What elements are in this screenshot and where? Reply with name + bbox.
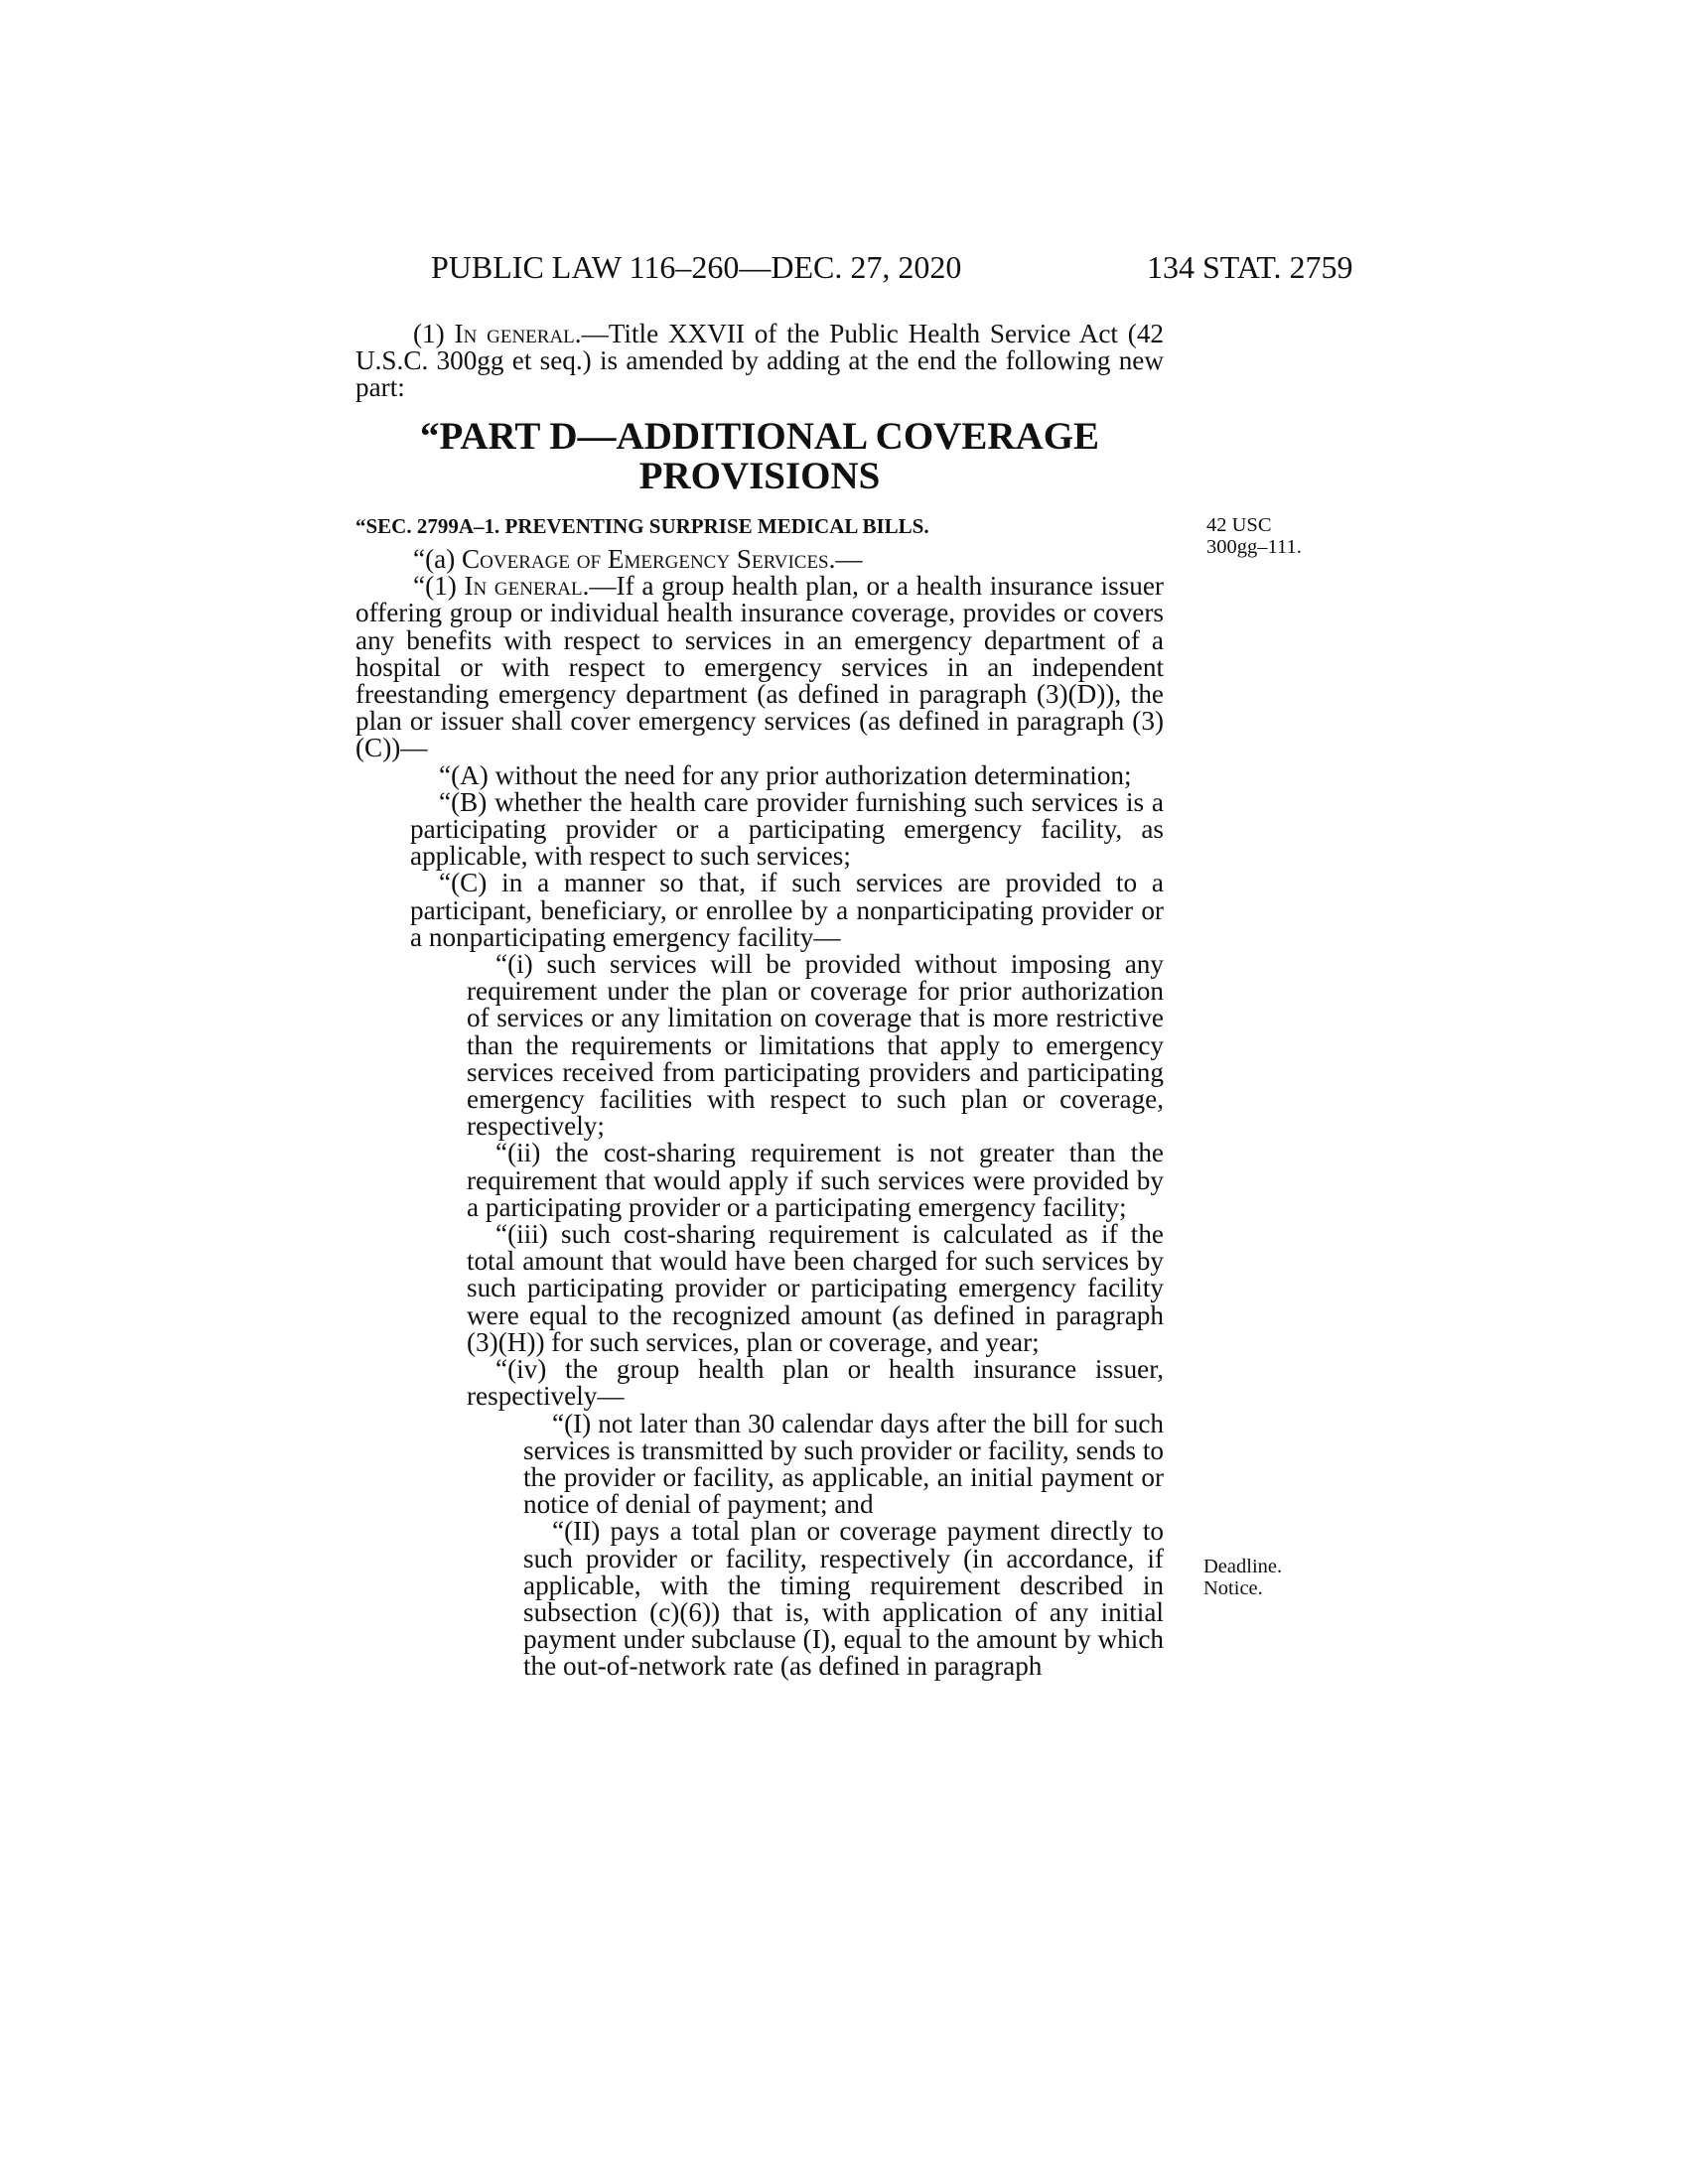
subparagraph-c: “(C) in a manner so that, if such services are provided to a participant, beneficiary, or enrollee by a nonparticipating provider or a nonparticipating emergency facility— (410, 868, 1164, 952)
clause-iv: “(iv) the group health plan or health insurance issuer, respectively— (467, 1354, 1164, 1412)
clause-ii: “(ii) the cost-sharing requirement is not greater than the requirement that would apply if such services were provided by a participating provider or a participating emergency facility; (467, 1138, 1164, 1222)
subclause-I: “(I) not later than 30 calendar days after the bill for such services is transmitted by such provider or facility, sends to the provider or facility, as applicable, an initial payment or notice of denial of payment; and (523, 1408, 1164, 1520)
clause-i: “(i) such services will be provided without imposing any requirement under the plan or coverage for prior authorization of services or any limitation on coverage that is more restrictive than the requirements or limitations that apply to emergency services received from participating providers and participating emergency facilities with respect to such plan or coverage, respectively; (467, 949, 1164, 1142)
section-heading: “SEC. 2799A–1. PREVENTING SURPRISE MEDICAL BILLS. (355, 514, 929, 538)
clause-iii: “(iii) such cost-sharing requirement is calculated as if the total amount that would have been charged for such services by such participating provider or participating emergency facility were equal to the recognized amount (as defined in paragraph (3)(H)) for such services, plan or coverage, and year; (467, 1219, 1164, 1357)
running-head-page-number: 134 STAT. 2759 (1147, 249, 1353, 285)
intro-paragraph: (1) In general.—Title XXVII of the Public Health Service Act (42 U.S.C. 300gg et seq.) is amended by adding at the end the following new part: (355, 319, 1165, 403)
subsection-a-heading: “(a) Coverage of Emergency Services.— (413, 544, 863, 574)
subparagraph-a: “(A) without the need for any prior authorization determination; (439, 759, 1132, 790)
part-heading-line-1: “PART D—ADDITIONAL COVERAGE (419, 415, 1100, 458)
running-head-citation: PUBLIC LAW 116–260—DEC. 27, 2020 (431, 249, 962, 285)
part-heading-line-2: PROVISIONS (638, 455, 881, 497)
section-body (355, 546, 1164, 1681)
margin-note-deadline: Deadline. Notice. (1203, 1556, 1283, 1599)
subparagraph-b: “(B) whether the health care provider furnishing such services is a participating provider or a participating emergency facility, as applicable, with respect to such services; (410, 786, 1164, 872)
subclause-II: “(II) pays a total plan or coverage payment directly to such provider or facility, respectively (in accordance, if applicable, with the timing requirement described in subsection (c)(6)) that is, with application of any initial payment under subclause (I), equal to the amount by which the out-of-network rate (as defined in paragraph (523, 1516, 1164, 1682)
paragraph-1: “(1) In general.—If a group health plan, or a health insurance issuer offering group or individual health insurance coverage, provides or covers any benefits with respect to services in an emergency department of a hospital or with respect to emergency services in an independent freestanding emergency department (as defined in paragraph (3)(D)), the plan or issuer shall cover emergency services (as defined in paragraph (3)(C))— (355, 571, 1164, 763)
margin-note-usc: 42 USC 300gg–111. (1206, 514, 1302, 558)
part-heading (355, 417, 1164, 496)
